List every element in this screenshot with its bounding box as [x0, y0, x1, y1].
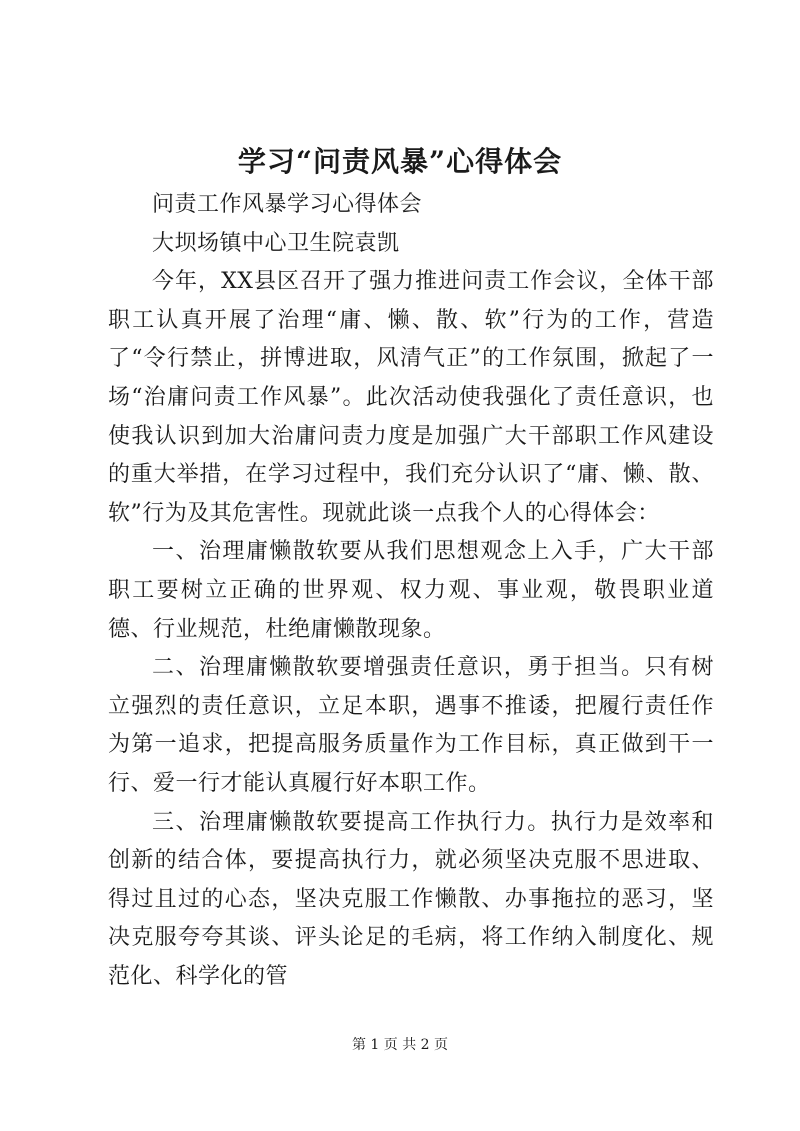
point-three-paragraph: 三、治理庸懒散软要提高工作执行力。执行力是效率和创新的结合体，要提高执行力，就必须坚决克服不思进取、得过且过的心态，坚决克服工作懒散、办事拖拉的恶习，坚决克服夸夸其谈、评头论足的毛病，将工作纳入制度化、规范化、科学化的管: [108, 809, 714, 989]
document-body: [108, 186, 714, 996]
author-paragraph: 大坝场镇中心卫生院袁凯: [152, 230, 400, 256]
document-title: 学习“问责风暴”心得体会: [237, 145, 563, 178]
page-footer: 第 1 页 共 2 页: [351, 1037, 449, 1053]
subtitle-paragraph: 问责工作风暴学习心得体会: [152, 192, 423, 217]
point-one-paragraph: 一、治理庸懒散软要从我们思想观念上入手，广大干部职工要树立正确的世界观、权力观、事业观，敬畏职业道德、行业规范，杜绝庸懒散现象。: [108, 539, 714, 642]
intro-paragraph: 今年，XX县区召开了强力推进问责工作会议，全体干部职工认真开展了治理“庸、懒、散、软”行为的工作，营造了“令行禁止，拼博进取，风清气正”的工作氛围，掀起了一场“治庸问责工作风暴”。此次活动使我强化了责任意识，也使我认识到加大治庸问责力度是加强广大干部职工作风建设的重大举措，在学习过程中，我们充分认识了“庸、懒、散、软”行为及其危害性。现就此谈一点我个人的心得体会：: [108, 269, 714, 526]
point-two-paragraph: 二、治理庸懒散软要增强责任意识，勇于担当。只有树立强烈的责任意识，立足本职，遇事不推诿，把履行责任作为第一追求，把提高服务质量作为工作目标，真正做到干一行、爱一行才能认真履行好本职工作。: [108, 655, 714, 796]
